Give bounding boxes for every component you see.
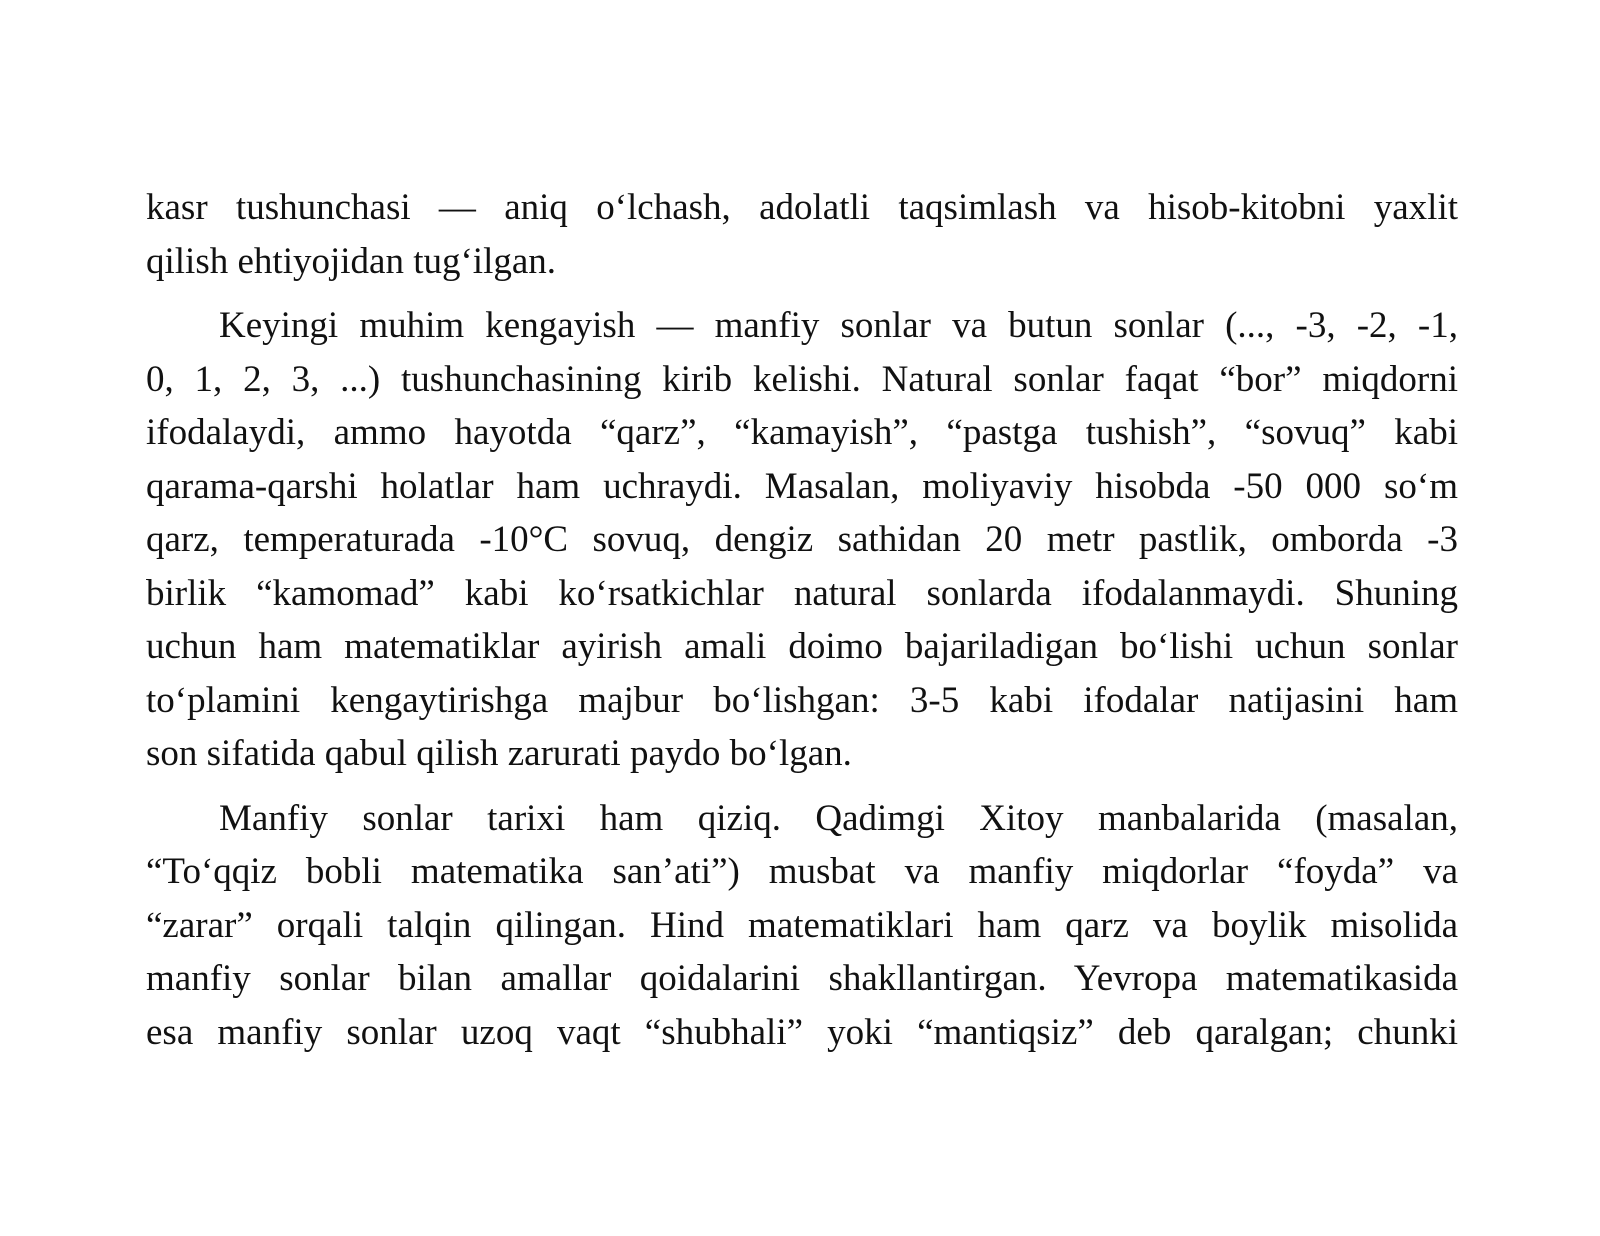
- text-line: Keyingi muhim kengayish — manfiy sonlar va butun sonlar (..., -3, -2, -1,: [219, 305, 1458, 346]
- body-text: [146, 181, 1458, 1059]
- paragraph-2: [146, 299, 1458, 781]
- text-line: qarz, temperaturada -10°C sovuq, dengiz sathidan 20 metr pastlik, omborda -3: [146, 519, 1458, 560]
- text-line: qilish ehtiyojidan tug‘ilgan.: [146, 240, 557, 282]
- text-line: birlik “kamomad” kabi ko‘rsatkichlar natural sonlarda ifodalanmaydi. Shuning: [146, 572, 1458, 614]
- text-line: ifodalaydi, ammo hayotda “qarz”, “kamayish”, “pastga tushish”, “sovuq” kabi: [146, 412, 1458, 453]
- text-line: Manfiy sonlar tarixi ham qiziq. Qadimgi Xitoy manbalarida (masalan,: [219, 797, 1458, 839]
- text-line: 0, 1, 2, 3, ...) tushunchasining kirib kelishi. Natural sonlar faqat “bor” miqdorni: [146, 358, 1458, 400]
- paragraph-3: [146, 792, 1458, 1060]
- text-line: manfiy sonlar bilan amallar qoidalarini shakllantirgan. Yevropa matematikasida: [146, 958, 1458, 999]
- text-line: esa manfiy sonlar uzoq vaqt “shubhali” yoki “mantiqsiz” deb qaralgan; chunki: [146, 1011, 1458, 1053]
- text-line: “To‘qqiz bobli matematika san’ati”) musbat va manfiy miqdorlar “foyda” va: [146, 851, 1458, 892]
- text-line: uchun ham matematiklar ayirish amali doimo bajariladigan bo‘lishi uchun sonlar: [146, 626, 1458, 667]
- paragraph-1: [146, 181, 1458, 288]
- text-line: qarama-qarshi holatlar ham uchraydi. Masalan, moliyaviy hisobda -50 000 so‘m: [146, 465, 1458, 507]
- text-line: kasr tushunchasi — aniq o‘lchash, adolatli taqsimlash va hisob-kitobni yaxlit: [146, 187, 1458, 228]
- text-line: to‘plamini kengaytirishga majbur bo‘lishgan: 3-5 kabi ifodalar natijasini ham: [146, 679, 1458, 721]
- text-line: son sifatida qabul qilish zarurati paydo bo‘lgan.: [146, 733, 852, 774]
- text-line: “zarar” orqali talqin qilingan. Hind matematiklari ham qarz va boylik misolida: [146, 904, 1458, 946]
